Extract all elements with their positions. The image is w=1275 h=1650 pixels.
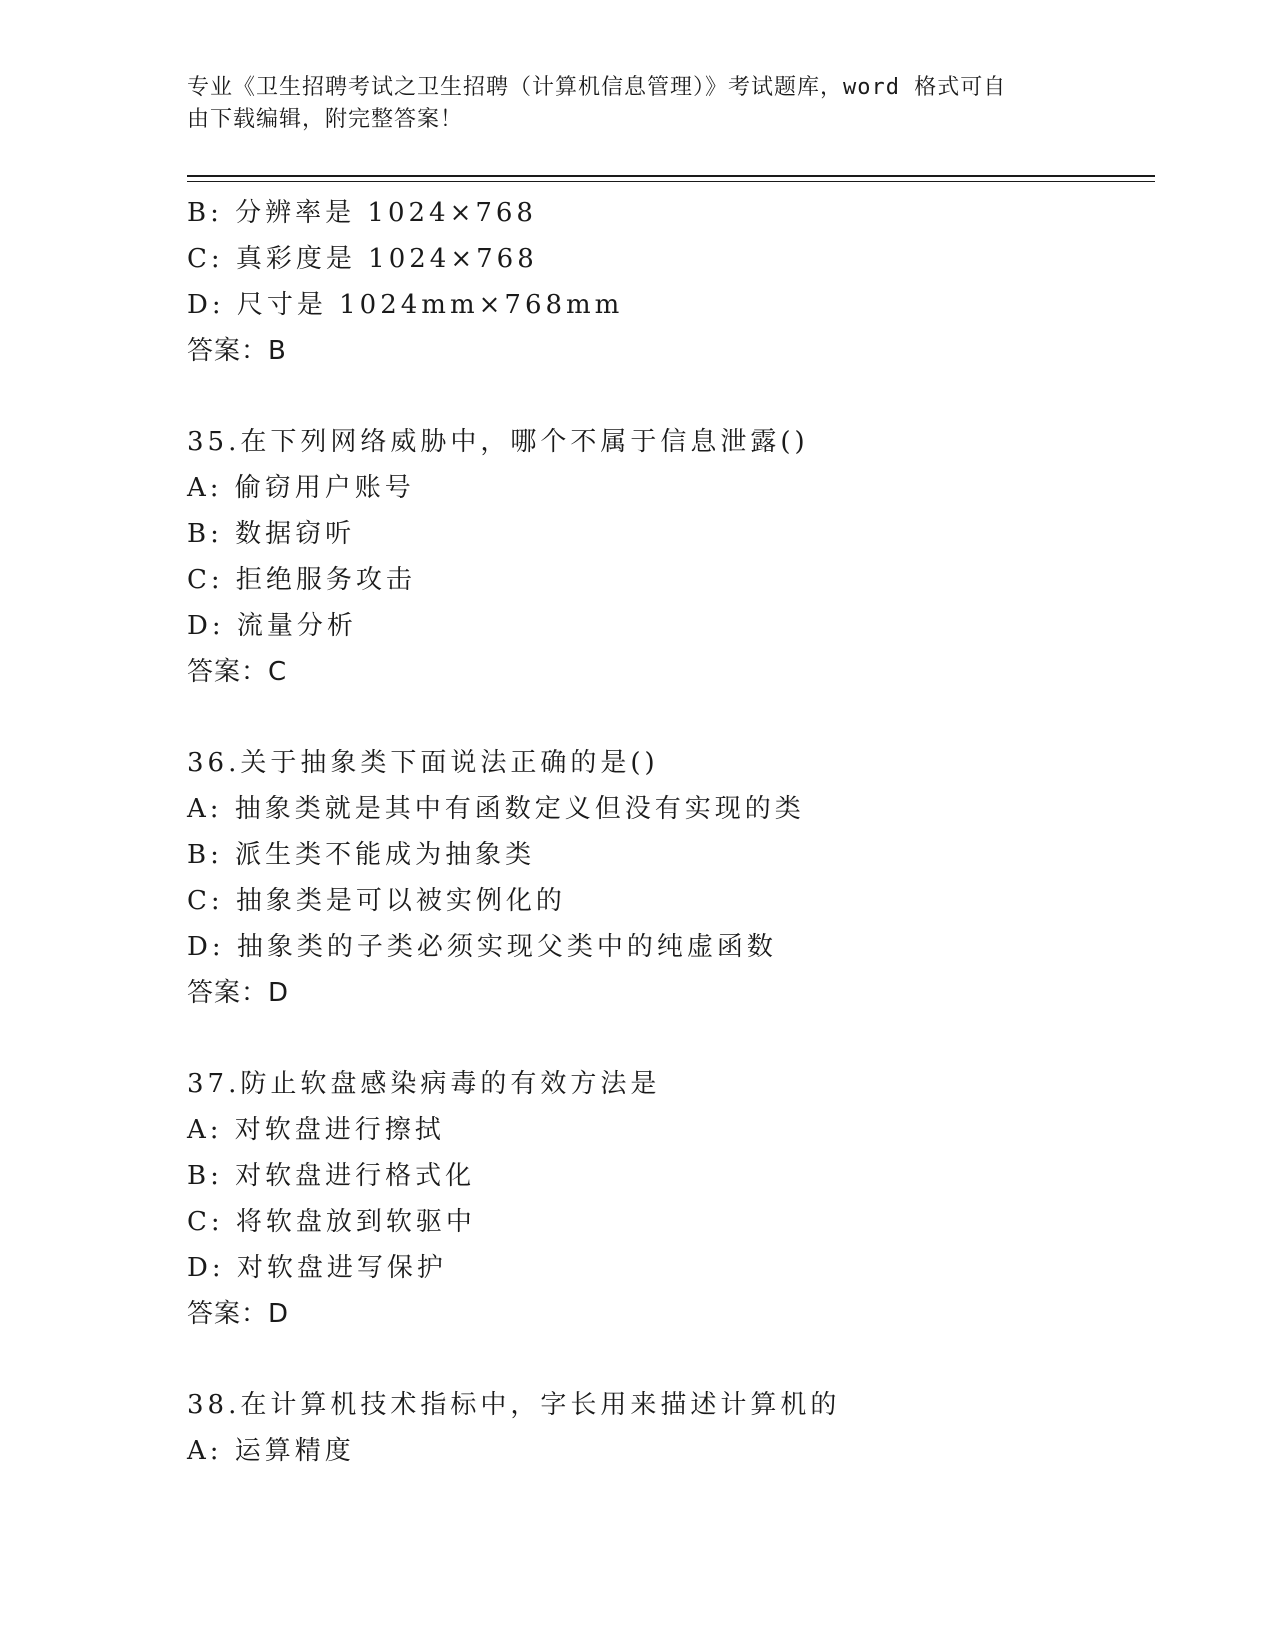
question-block-35 [187,419,1147,695]
answer-line: 答案：D [187,978,290,1008]
answer-line: 答案：D [187,1299,290,1329]
option-a: A: 偷窃用户账号 [187,473,415,503]
option-b: B: 派生类不能成为抽象类 [187,840,536,870]
question-list [187,190,1147,1474]
option-c: C: 抽象类是可以被实例化的 [187,886,566,916]
question-block-38 [187,1382,1147,1474]
option-c: C: 真彩度是 1024×768 [187,244,538,274]
question-text: 35.在下列网络威胁中，哪个不属于信息泄露() [187,427,809,457]
answer-line: 答案：C [187,657,288,687]
header-divider-thin [187,181,1155,182]
question-text: 37.防止软盘感染病毒的有效方法是 [187,1069,661,1099]
option-c: C: 拒绝服务攻击 [187,565,416,595]
option-b: B: 对软盘进行格式化 [187,1161,476,1191]
option-d: D: 流量分析 [187,611,357,641]
option-d: D: 抽象类的子类必须实现父类中的纯虚函数 [187,932,777,962]
option-c: C: 将软盘放到软驱中 [187,1207,476,1237]
question-text: 36.关于抽象类下面说法正确的是() [187,748,659,778]
question-text: 38.在计算机技术指标中，字长用来描述计算机的 [187,1390,841,1420]
question-block-36 [187,740,1147,1016]
option-b: B: 数据窃听 [187,519,356,549]
option-a: A: 抽象类就是其中有函数定义但没有实现的类 [187,794,805,824]
header-line-1: 专业《卫生招聘考试之卫生招聘（计算机信息管理）》考试题库，word 格式可自 [187,75,1007,100]
option-b: B: 分辨率是 1024×768 [187,198,537,228]
answer-line: 答案：B [187,336,287,366]
document-header [187,72,1067,136]
option-d: D: 尺寸是 1024mm×768mm [187,290,624,320]
header-divider-thick [187,175,1155,177]
question-block-continued [187,190,1147,374]
question-block-37 [187,1061,1147,1337]
option-d: D: 对软盘进写保护 [187,1253,447,1283]
header-line-2: 由下载编辑，附完整答案！ [187,107,464,132]
option-a: A: 对软盘进行擦拭 [187,1115,445,1145]
option-a: A: 运算精度 [187,1436,355,1466]
